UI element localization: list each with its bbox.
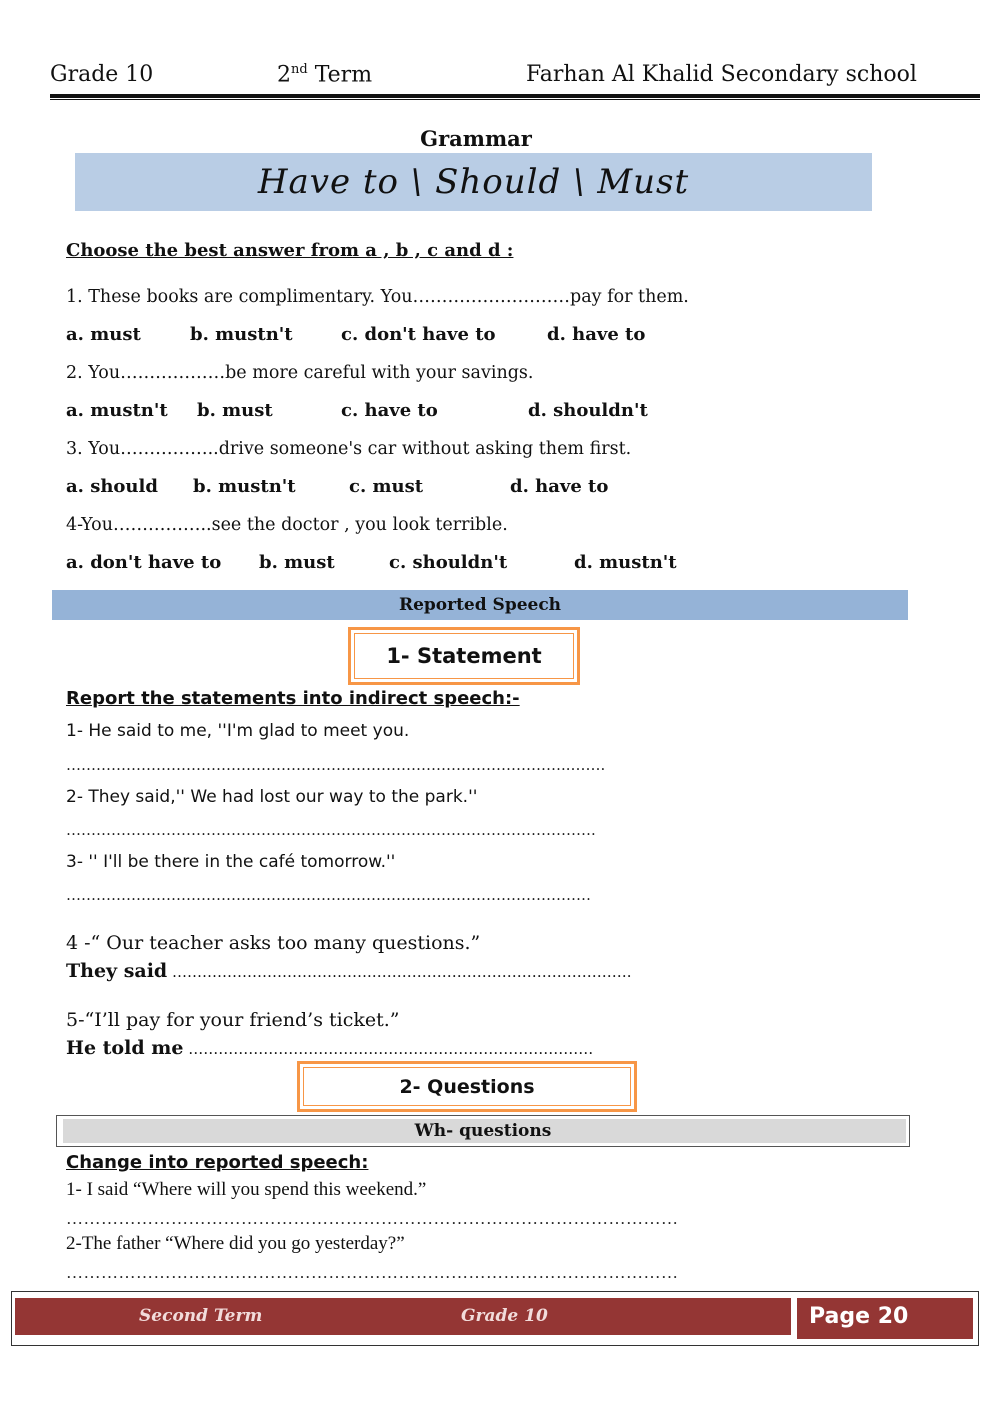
- mcq-3-option-d: d. have to: [510, 476, 609, 497]
- wh-questions-band: [56, 1115, 910, 1147]
- header-term-number: 2: [277, 62, 291, 88]
- statements-instruction: Report the statements into indirect speech:-: [66, 688, 520, 709]
- mcq-3-option-c: c. must: [349, 476, 424, 497]
- mcq-1-option-d: d. have to: [547, 324, 646, 345]
- questions-box-label: 2- Questions: [303, 1067, 631, 1106]
- statement-4-answer: [66, 960, 632, 982]
- footer-grade: Grade 10: [461, 1306, 548, 1326]
- statement-3-answer-line: ……………………………………………………………………………………………: [66, 886, 591, 904]
- mcq-4-option-b: b. must: [259, 552, 335, 573]
- header-grade: Grade 10: [50, 62, 154, 87]
- mcq-4-option-a: a. don't have to: [66, 552, 222, 573]
- statement-1-answer-line: ………………………………………………………………………………………..…….: [66, 756, 606, 774]
- mcq-1-option-c: c. don't have to: [341, 324, 496, 345]
- statement-4-lead: They said: [66, 960, 168, 982]
- header-divider: [50, 94, 980, 98]
- statement-4: 4 -“ Our teacher asks too many questions.”: [66, 932, 481, 954]
- mcq-1-option-a: a. must: [66, 324, 141, 345]
- footer-term: Second Term: [139, 1306, 263, 1326]
- wh-instruction: Change into reported speech:: [66, 1152, 369, 1173]
- mcq-4-option-d: d. mustn't: [574, 552, 677, 573]
- header-school: Farhan Al Khalid Secondary school: [526, 62, 917, 87]
- page-number: Page 20: [809, 1304, 909, 1329]
- statement-5: 5-“I’ll pay for your friend’s ticket.”: [66, 1009, 400, 1031]
- footer-page-box: [797, 1298, 973, 1339]
- mcq-2-option-b: b. must: [197, 400, 273, 421]
- wh-question-2: 2-The father “Where did you go yesterday?”: [66, 1233, 405, 1254]
- mcq-2-option-c: c. have to: [341, 400, 438, 421]
- mcq-1-option-b: b. mustn't: [190, 324, 293, 345]
- section-title: Grammar: [420, 126, 532, 151]
- reported-speech-title: Reported Speech: [398, 595, 562, 615]
- banner-title: Have to \ Should \ Must: [257, 162, 690, 202]
- statement-box: [348, 627, 580, 685]
- footer-band: [15, 1298, 791, 1335]
- header-term-suffix: nd: [291, 62, 308, 77]
- header-term-word: Term: [307, 62, 373, 88]
- statement-2-answer-line: …………………………………………………………………………………………….: [66, 821, 596, 839]
- mcq-question-1: 1. These books are complimentary. You………………………pay for them.: [66, 287, 689, 307]
- mcq-question-4: 4-You……………..see the doctor , you look terrible.: [66, 515, 508, 535]
- banner: [75, 153, 872, 211]
- mcq-question-2: 2. You………………be more careful with your savings.: [66, 363, 534, 383]
- statement-3: 3- '' I'll be there in the café tomorrow.'': [66, 852, 396, 872]
- mcq-2-option-a: a. mustn't: [66, 400, 168, 421]
- mcq-instruction: Choose the best answer from a , b , c and d :: [66, 240, 514, 261]
- statement-5-lead: He told me: [66, 1037, 184, 1059]
- statement-2: 2- They said,'' We had lost our way to the park.'': [66, 787, 478, 807]
- header-term: [277, 62, 372, 87]
- statement-4-answer-line: ………………………………….…………………………………………….: [167, 963, 632, 981]
- header-divider-thin: [50, 99, 980, 100]
- reported-speech-band: [52, 590, 908, 620]
- statement-5-answer-line: ………………………………………………………………………: [183, 1040, 594, 1058]
- mcq-question-3: 3. You……………..drive someone's car without asking them first.: [66, 439, 632, 459]
- wh-questions-title: Wh- questions: [414, 1121, 552, 1141]
- wh-question-1: 1- I said “Where will you spend this weekend.”: [66, 1179, 427, 1200]
- statement-box-label: 1- Statement: [354, 633, 574, 679]
- statement-5-answer: [66, 1037, 593, 1059]
- mcq-4-option-c: c. shouldn't: [389, 552, 508, 573]
- mcq-3-option-a: a. should: [66, 476, 158, 497]
- wh-question-1-answer-line: ……………………………………………………………………………………………: [66, 1209, 679, 1228]
- statement-1: 1- He said to me, ''I'm glad to meet you.: [66, 721, 410, 741]
- mcq-3-option-b: b. mustn't: [193, 476, 296, 497]
- wh-question-2-answer-line: ……………………………………………………………………………………………: [66, 1263, 679, 1282]
- mcq-2-option-d: d. shouldn't: [528, 400, 648, 421]
- questions-box: [297, 1061, 637, 1112]
